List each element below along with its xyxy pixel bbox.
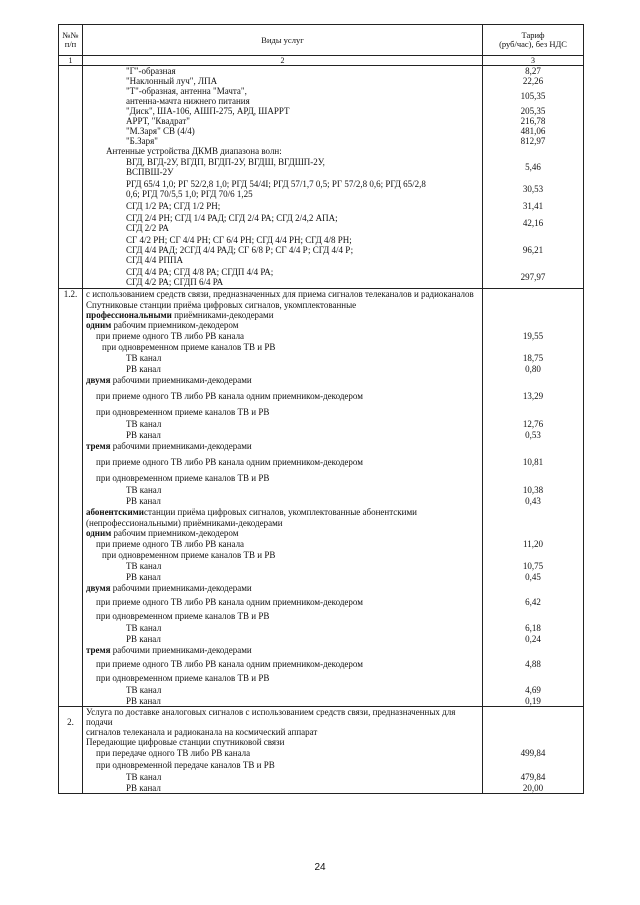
row-number: [59, 212, 83, 234]
service-description: СГД 2/4 РН; СГД 1/4 РАД; СГД 2/4 РА; СГД 2/4,2 АПА; СГД 2/2 РА: [83, 212, 483, 234]
table-row: [59, 156, 584, 178]
row-number: [59, 330, 83, 342]
row-number: [59, 572, 83, 582]
tariff-value: 0,24: [483, 634, 584, 644]
emphasis-text: тремя: [86, 645, 111, 655]
service-description: РВ канал: [83, 496, 483, 506]
tariff-value: 18,75: [483, 352, 584, 364]
table-row: [59, 484, 584, 496]
row-number: [59, 622, 83, 634]
service-description: при одновременном приеме каналов ТВ и РВ: [83, 406, 483, 418]
tariff-value: [483, 528, 584, 538]
table-row: [59, 386, 584, 406]
service-description: "Наклонный луч", ЛПА: [83, 76, 483, 86]
service-description: [83, 582, 483, 594]
table-row: [59, 550, 584, 560]
tariff-value: 96,21: [483, 234, 584, 266]
row-number: [59, 518, 83, 528]
service-description: СГД 4/4 РА; СГД 4/8 РА; СГДП 4/4 РА; СГД 4/2 РА; СГДП 6/4 РА: [83, 266, 483, 288]
header-row: [59, 25, 584, 56]
tariff-value: 22,26: [483, 76, 584, 86]
column-number-3: 3: [483, 56, 584, 66]
table-row: [59, 771, 584, 783]
row-number: [59, 200, 83, 212]
tariff-value: 481,06: [483, 126, 584, 136]
tariff-value: 499,84: [483, 747, 584, 759]
service-description: при передаче одного ТВ либо РВ канала: [83, 747, 483, 759]
table-row: [59, 747, 584, 759]
emphasis-text: одним: [86, 528, 112, 538]
service-description: РВ канал: [83, 430, 483, 440]
tariff-value: 42,16: [483, 212, 584, 234]
tariff-value: 0,45: [483, 572, 584, 582]
row-number: [59, 364, 83, 374]
service-description: Услуга по доставке аналоговых сигналов с использованием средств связи, предназначенных для подачи сигналов телеканала и радиоканала на космический аппарат: [83, 707, 483, 738]
table-row: [59, 707, 584, 738]
row-number: [59, 126, 83, 136]
tariff-value: [483, 518, 584, 528]
row-number: [59, 452, 83, 472]
service-description: РВ канал: [83, 572, 483, 582]
service-description: при одновременном приеме каналов ТВ и РВ: [83, 472, 483, 484]
tariff-value: [483, 342, 584, 352]
table-row: [59, 116, 584, 126]
tariff-value: 20,00: [483, 783, 584, 794]
service-description: [83, 310, 483, 320]
table-row: [59, 610, 584, 622]
table-row: [59, 320, 584, 330]
table-row: [59, 622, 584, 634]
table-row: [59, 178, 584, 200]
service-description: ТВ канал: [83, 560, 483, 572]
tariff-value: [483, 406, 584, 418]
tariff-value: 216,78: [483, 116, 584, 126]
row-number: [59, 771, 83, 783]
service-description: ТВ канал: [83, 684, 483, 696]
service-description: РВ канал: [83, 634, 483, 644]
tariff-value: 4,69: [483, 684, 584, 696]
tariff-table: [58, 24, 584, 794]
table-row: [59, 656, 584, 672]
tariff-value: [483, 146, 584, 156]
tariff-value: 0,80: [483, 364, 584, 374]
tariff-value: [483, 582, 584, 594]
tariff-value: 0,19: [483, 696, 584, 707]
table-row: [59, 452, 584, 472]
row-number: [59, 116, 83, 126]
tariff-value: [483, 320, 584, 330]
row-number: [59, 430, 83, 440]
row-number: [59, 234, 83, 266]
tariff-value: [483, 300, 584, 310]
row-number: [59, 352, 83, 364]
table-row: [59, 212, 584, 234]
tariff-value: [483, 737, 584, 747]
table-row: [59, 759, 584, 771]
row-number: [59, 506, 83, 518]
header-tariff: Тариф (руб/час), без НДС: [483, 25, 584, 56]
tariff-value: [483, 288, 584, 300]
service-description: РГД 65/4 1,0; РГ 52/2,8 1,0; РГД 54/4I; РГД 57/1,7 0,5; РГ 57/2,8 0,6; РГД 65/2,8 0,6; РГД 70/5,5 1,0; РГД 70/6 1,25: [83, 178, 483, 200]
table-row: [59, 146, 584, 156]
service-description: [83, 374, 483, 386]
table-row: [59, 330, 584, 342]
row-number: [59, 550, 83, 560]
service-description: ТВ канал: [83, 352, 483, 364]
service-description: ТВ канал: [83, 484, 483, 496]
service-description: [83, 528, 483, 538]
service-description: ТВ канал: [83, 622, 483, 634]
row-number: [59, 560, 83, 572]
tariff-value: [483, 472, 584, 484]
service-description: АРРТ, "Квадрат": [83, 116, 483, 126]
row-number: [59, 146, 83, 156]
tariff-value: [483, 610, 584, 622]
service-description: с использованием средств связи, предназначенных для приема сигналов телеканалов и радиоканалов: [83, 288, 483, 300]
row-number: [59, 440, 83, 452]
table-row: [59, 582, 584, 594]
table-row: [59, 440, 584, 452]
service-description: СГ 4/2 РН; СГ 4/4 РН; СГ 6/4 РН; СГД 4/4 РН; СГД 4/8 РН; СГД 4/4 РАД; 2СГД 4/4 РАД; СГ 6/8 Р; СГ 4/4 Р; СГД 4/4 Р; СГД 4/4 РППА: [83, 234, 483, 266]
row-number: [59, 696, 83, 707]
table-row: [59, 594, 584, 610]
table-row: [59, 783, 584, 794]
service-description: "Т"-образная, антенна "Мачта", антенна-мачта нижнего питания: [83, 86, 483, 106]
service-description: РВ канал: [83, 696, 483, 707]
table-row: [59, 76, 584, 86]
row-number: [59, 528, 83, 538]
table-row: [59, 472, 584, 484]
service-description: [83, 644, 483, 656]
row-number: [59, 484, 83, 496]
table-row: [59, 496, 584, 506]
service-description: ТВ канал: [83, 771, 483, 783]
row-number: [59, 300, 83, 310]
table-row: [59, 672, 584, 684]
tariff-value: [483, 550, 584, 560]
tariff-value: [483, 374, 584, 386]
emphasis-text: профессиональными: [86, 310, 172, 320]
table-row: [59, 644, 584, 656]
row-number: [59, 783, 83, 794]
tariff-value: 6,18: [483, 622, 584, 634]
tariff-value: 8,27: [483, 66, 584, 77]
row-number: [59, 178, 83, 200]
service-description: "М.Заря" СВ (4/4): [83, 126, 483, 136]
tariff-value: 0,43: [483, 496, 584, 506]
table-row: [59, 528, 584, 538]
tariff-value: 6,42: [483, 594, 584, 610]
table-row: [59, 634, 584, 644]
row-number: 1.2.: [59, 288, 83, 300]
emphasis-text: абонентскими: [86, 507, 144, 517]
tariff-value: 4,88: [483, 656, 584, 672]
service-description: при приеме одного ТВ либо РВ канала: [83, 330, 483, 342]
table-row: [59, 560, 584, 572]
page-number: 24: [314, 862, 326, 873]
service-description: "Диск", ША-106, АШП-275, АРД, ШАРРТ: [83, 106, 483, 116]
row-number: [59, 156, 83, 178]
emphasis-text: одним: [86, 320, 112, 330]
tariff-value: 10,81: [483, 452, 584, 472]
tariff-value: 13,29: [483, 386, 584, 406]
row-number: [59, 656, 83, 672]
tariff-value: 297,97: [483, 266, 584, 288]
description-text: рабочим приемником-декодером: [111, 320, 239, 330]
row-number: [59, 66, 83, 77]
tariff-value: 12,76: [483, 418, 584, 430]
description-text: рабочими приемниками-декодерами: [110, 441, 252, 451]
description-text: рабочим приемником-декодером: [111, 528, 239, 538]
table-row: [59, 406, 584, 418]
service-description: при одновременной передаче каналов ТВ и РВ: [83, 759, 483, 771]
service-description: при одновременном приеме каналов ТВ и РВ: [83, 672, 483, 684]
service-description: при одновременном приеме каналов ТВ и РВ: [83, 610, 483, 622]
row-number: [59, 86, 83, 106]
table-row: [59, 266, 584, 288]
tariff-value: 105,35: [483, 86, 584, 106]
tariff-value: [483, 310, 584, 320]
table-row: [59, 364, 584, 374]
service-description: "Г"-образная: [83, 66, 483, 77]
table-row: [59, 66, 584, 77]
tariff-value: 19,55: [483, 330, 584, 342]
tariff-value: 11,20: [483, 538, 584, 550]
table-row: [59, 506, 584, 518]
table-row: [59, 200, 584, 212]
row-number: [59, 747, 83, 759]
table-row: [59, 696, 584, 707]
tariff-value: [483, 672, 584, 684]
table-row: [59, 126, 584, 136]
service-description: при приеме одного ТВ либо РВ канала одним приемником-декодером: [83, 656, 483, 672]
service-description: ТВ канал: [83, 418, 483, 430]
service-description: РВ канал: [83, 364, 483, 374]
row-number: [59, 374, 83, 386]
service-description: [83, 320, 483, 330]
tariff-value: 205,35: [483, 106, 584, 116]
column-number-2: 2: [83, 56, 483, 66]
table-row: [59, 310, 584, 320]
row-number: [59, 418, 83, 430]
service-description: при приеме одного ТВ либо РВ канала одним приемником-декодером: [83, 594, 483, 610]
service-description: Передающие цифровые станции спутниковой связи: [83, 737, 483, 747]
table-row: [59, 352, 584, 364]
row-number: [59, 136, 83, 146]
tariff-value: 30,53: [483, 178, 584, 200]
row-number: [59, 342, 83, 352]
table-row: [59, 106, 584, 116]
row-number: [59, 684, 83, 696]
emphasis-text: двумя: [86, 375, 111, 385]
table-body: [59, 66, 584, 794]
header-num: №№ п/п: [59, 25, 83, 56]
tariff-value: [483, 440, 584, 452]
tariff-value: [483, 759, 584, 771]
tariff-value: 812,97: [483, 136, 584, 146]
table-row: [59, 234, 584, 266]
row-number: [59, 310, 83, 320]
service-description: Спутниковые станции приёма цифровых сигналов, укомплектованные: [83, 300, 483, 310]
tariff-value: 5,46: [483, 156, 584, 178]
service-description: при одновременном приеме каналов ТВ и РВ: [83, 342, 483, 352]
service-description: ВГД, ВГД-2У, ВГДП, ВГДП-2У, ВГДШ, ВГДШП-2У, ВСПВШ-2У: [83, 156, 483, 178]
row-number: [59, 538, 83, 550]
tariff-value: 0,53: [483, 430, 584, 440]
table-row: [59, 538, 584, 550]
row-number: [59, 472, 83, 484]
tariff-value: 31,41: [483, 200, 584, 212]
service-description: при приеме одного ТВ либо РВ канала одним приемником-декодером: [83, 386, 483, 406]
table-row: [59, 342, 584, 352]
table-row: [59, 737, 584, 747]
service-description: [83, 506, 483, 518]
table-row: [59, 300, 584, 310]
table-row: [59, 136, 584, 146]
service-description: при приеме одного ТВ либо РВ канала: [83, 538, 483, 550]
row-number: [59, 594, 83, 610]
service-description: Антенные устройства ДКМВ диапазона волн:: [83, 146, 483, 156]
table-row: [59, 86, 584, 106]
description-text: рабочими приемниками-декодерами: [110, 375, 252, 385]
emphasis-text: двумя: [86, 583, 111, 593]
description-text: приёмниками-декодерами: [171, 310, 274, 320]
row-number: [59, 582, 83, 594]
row-number: [59, 76, 83, 86]
column-number-1: 1: [59, 56, 83, 66]
service-description: [83, 440, 483, 452]
tariff-value: 479,84: [483, 771, 584, 783]
row-number: [59, 386, 83, 406]
row-number: [59, 320, 83, 330]
tariff-value: [483, 644, 584, 656]
description-text: рабочими приемниками-декодерами: [110, 645, 252, 655]
column-number-row: [59, 56, 584, 66]
service-description: при приеме одного ТВ либо РВ канала одним приемником-декодером: [83, 452, 483, 472]
table-row: [59, 572, 584, 582]
table-row: [59, 684, 584, 696]
table-row: [59, 288, 584, 300]
tariff-value: [483, 506, 584, 518]
table-row: [59, 430, 584, 440]
service-description: "Б.Заря": [83, 136, 483, 146]
row-number: [59, 610, 83, 622]
row-number: 2.: [59, 707, 83, 738]
row-number: [59, 634, 83, 644]
row-number: [59, 496, 83, 506]
row-number: [59, 759, 83, 771]
service-description: РВ канал: [83, 783, 483, 794]
table-row: [59, 518, 584, 528]
row-number: [59, 644, 83, 656]
tariff-value: 10,38: [483, 484, 584, 496]
row-number: [59, 106, 83, 116]
table-row: [59, 374, 584, 386]
header-service: Виды услуг: [83, 25, 483, 56]
row-number: [59, 266, 83, 288]
description-text: станции приёма цифровых сигналов, укомплектованные абонентскими: [143, 507, 417, 517]
row-number: [59, 406, 83, 418]
row-number: [59, 672, 83, 684]
service-description: СГД 1/2 РА; СГД 1/2 РН;: [83, 200, 483, 212]
tariff-value: [483, 707, 584, 738]
service-description: (непрофессиональными) приёмниками-декодерами: [83, 518, 483, 528]
row-number: [59, 737, 83, 747]
table-row: [59, 418, 584, 430]
service-description: при одновременном приеме каналов ТВ и РВ: [83, 550, 483, 560]
description-text: рабочими приемниками-декодерами: [110, 583, 252, 593]
tariff-value: 10,75: [483, 560, 584, 572]
emphasis-text: тремя: [86, 441, 111, 451]
